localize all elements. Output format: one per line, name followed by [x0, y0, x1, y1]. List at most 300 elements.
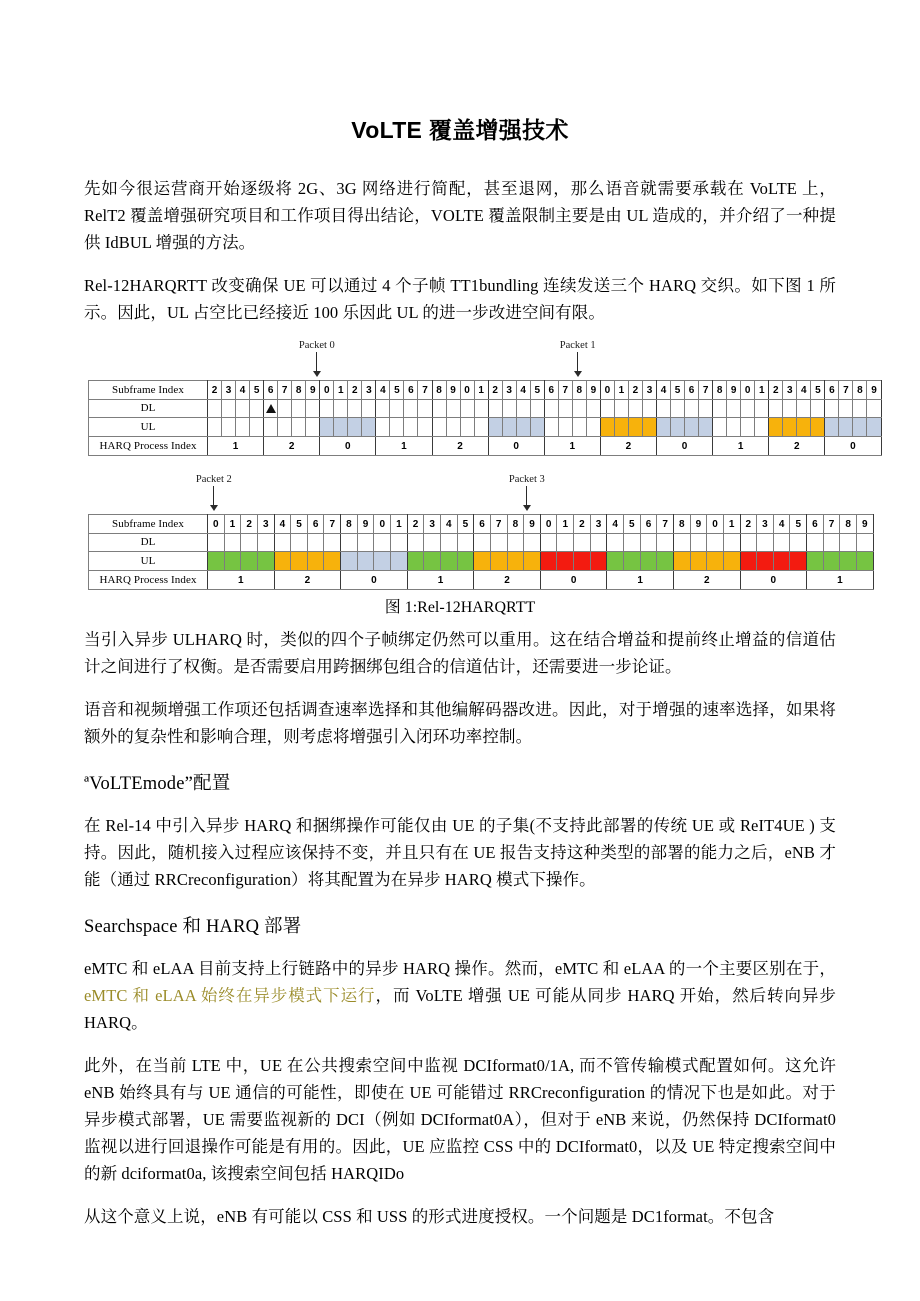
ul-cell-white — [446, 418, 460, 437]
dl-cell — [530, 400, 544, 418]
ul-cell-green — [407, 552, 424, 571]
figure-caption: 图 1:Rel-12HARQRTT — [384, 599, 536, 616]
paragraph-6-part-a: eMTC 和 eLAA 目前支持上行链路中的异步 HARQ 操作。然而，eMTC 和 eLAA 的一个主要区别在于， — [84, 959, 836, 978]
subframe-index-cell: 3 — [757, 515, 774, 534]
harq-table — [88, 514, 874, 590]
section-heading-searchspace: Searchspace 和 HARQ 部署 — [84, 917, 302, 937]
dl-cell — [488, 400, 502, 418]
dl-cell — [278, 400, 292, 418]
subframe-index-cell: 0 — [707, 515, 724, 534]
ul-cell-red — [740, 552, 757, 571]
ul-cell-blue — [357, 552, 374, 571]
dl-cell — [773, 534, 790, 552]
dl-cell — [586, 400, 600, 418]
subframe-index-cell: 2 — [488, 381, 502, 400]
subframe-index-cell: 8 — [840, 515, 857, 534]
dl-cell — [607, 534, 624, 552]
dl-cell — [274, 534, 291, 552]
dl-cell — [291, 534, 308, 552]
subframe-index-cell: 7 — [558, 381, 572, 400]
packet-marker-label: Packet 0 — [298, 340, 335, 351]
harq-process-group-cell: 1 — [544, 437, 600, 456]
ul-cell-orange — [642, 418, 656, 437]
harq-process-group-cell: 1 — [208, 437, 264, 456]
row-label-harq-process-index: HARQ Process Index — [89, 571, 208, 590]
ul-cell-orange — [600, 418, 614, 437]
ul-cell-blue — [685, 418, 699, 437]
ul-cell-red — [557, 552, 574, 571]
packet-marker — [272, 340, 362, 372]
harq-process-group-cell: 1 — [607, 571, 674, 590]
dl-cell — [640, 534, 657, 552]
ul-cell-green — [607, 552, 624, 571]
harq-process-group-cell: 2 — [673, 571, 740, 590]
ul-cell-orange — [811, 418, 825, 437]
subframe-index-cell: 0 — [208, 515, 225, 534]
harq-process-group-cell: 1 — [407, 571, 474, 590]
dl-cell — [853, 400, 867, 418]
row-label-ul: UL — [89, 418, 208, 437]
harq-chart-2 — [88, 474, 868, 590]
ul-cell-orange — [490, 552, 507, 571]
harq-process-group-cell: 0 — [488, 437, 544, 456]
dl-cell — [460, 400, 474, 418]
ul-cell-white — [222, 418, 236, 437]
subframe-index-cell: 2 — [208, 381, 222, 400]
subframe-index-cell: 7 — [657, 515, 674, 534]
dl-cell — [474, 400, 488, 418]
dl-cell — [840, 534, 857, 552]
harq-process-group-cell: 2 — [264, 437, 320, 456]
dl-cell — [236, 400, 250, 418]
dl-cell — [811, 400, 825, 418]
ul-cell-green — [657, 552, 674, 571]
subframe-index-cell: 4 — [607, 515, 624, 534]
dl-cell — [507, 534, 524, 552]
subframe-index-cell: 7 — [324, 515, 341, 534]
ul-cell-orange — [783, 418, 797, 437]
dl-cell — [797, 400, 811, 418]
dl-cell — [557, 534, 574, 552]
subframe-index-cell: 2 — [241, 515, 258, 534]
subframe-index-cell: 6 — [264, 381, 278, 400]
dl-cell — [524, 534, 541, 552]
packet-marker-label: Packet 2 — [195, 474, 232, 485]
dl-cell — [341, 534, 358, 552]
packet-marker — [533, 340, 623, 372]
ul-cell-red — [590, 552, 607, 571]
ul-cell-white — [404, 418, 418, 437]
dl-cell — [376, 400, 390, 418]
ul-cell-green — [807, 552, 824, 571]
harq-process-group-cell: 2 — [474, 571, 541, 590]
dl-cell — [404, 400, 418, 418]
ul-cell-green — [640, 552, 657, 571]
subframe-index-cell: 6 — [404, 381, 418, 400]
dl-cell — [292, 400, 306, 418]
paragraph-6 — [84, 955, 836, 1036]
ul-cell-blue — [516, 418, 530, 437]
page-title-cjk: 覆盖增强技术 — [428, 117, 569, 143]
subframe-index-cell: 2 — [574, 515, 591, 534]
ul-cell-blue — [671, 418, 685, 437]
paragraph-3: 当引入异步 ULHARQ 时，类似的四个子帧绑定仍然可以重用。这在结合增益和提前终止增益的信道估计之间进行了权衡。是否需要启用跨捆绑包组合的信道估计，还需要进一步论证。 — [84, 630, 836, 676]
ul-cell-red — [540, 552, 557, 571]
ul-cell-green — [457, 552, 474, 571]
ul-cell-orange — [274, 552, 291, 571]
ul-cell-orange — [507, 552, 524, 571]
ul-cell-orange — [291, 552, 308, 571]
chart2-packet-markers — [88, 474, 832, 514]
subframe-index-cell: 1 — [474, 381, 488, 400]
dl-cell — [741, 400, 755, 418]
dl-cell — [825, 400, 839, 418]
ul-cell-orange — [474, 552, 491, 571]
harq-chart-1 — [88, 340, 877, 456]
dl-cell — [440, 534, 457, 552]
subframe-index-cell: 8 — [673, 515, 690, 534]
dl-cell — [264, 400, 278, 418]
dl-cell — [357, 534, 374, 552]
subframe-index-cell: 5 — [250, 381, 264, 400]
dl-cell — [769, 400, 783, 418]
subframe-index-cell: 7 — [418, 381, 432, 400]
subframe-index-cell: 1 — [755, 381, 769, 400]
dl-cell — [867, 400, 881, 418]
table-row-ul — [89, 552, 874, 571]
row-label-dl: DL — [89, 534, 208, 552]
subframe-index-cell: 1 — [334, 381, 348, 400]
subframe-index-cell: 7 — [823, 515, 840, 534]
subframe-index-cell: 0 — [460, 381, 474, 400]
dl-cell — [823, 534, 840, 552]
subframe-index-cell: 9 — [690, 515, 707, 534]
harq-process-group-cell: 1 — [376, 437, 432, 456]
ul-cell-blue — [657, 418, 671, 437]
dl-cell — [807, 534, 824, 552]
dl-cell — [614, 400, 628, 418]
ul-cell-red — [574, 552, 591, 571]
dl-cell — [856, 534, 873, 552]
subframe-index-cell: 1 — [224, 515, 241, 534]
dl-cell — [324, 534, 341, 552]
ul-cell-blue — [502, 418, 516, 437]
dl-cell — [334, 400, 348, 418]
table-row-harq-process-index — [89, 571, 874, 590]
ul-cell-orange — [707, 552, 724, 571]
dl-cell — [490, 534, 507, 552]
subframe-index-cell: 3 — [424, 515, 441, 534]
dl-cell — [320, 400, 334, 418]
harq-process-group-cell: 1 — [208, 571, 275, 590]
dl-cell — [306, 400, 320, 418]
subframe-index-cell: 6 — [474, 515, 491, 534]
row-label-harq-process-index: HARQ Process Index — [89, 437, 208, 456]
packet-marker — [482, 474, 572, 506]
subframe-index-cell: 8 — [432, 381, 446, 400]
subframe-index-cell: 3 — [502, 381, 516, 400]
subframe-index-cell: 7 — [699, 381, 713, 400]
ul-cell-white — [208, 418, 222, 437]
dl-cell — [707, 534, 724, 552]
chart1-packet-markers — [88, 340, 832, 380]
ul-cell-white — [292, 418, 306, 437]
subframe-index-cell: 2 — [348, 381, 362, 400]
dl-trigger-triangle-icon — [266, 404, 276, 413]
subframe-index-cell: 4 — [236, 381, 250, 400]
subframe-index-cell: 4 — [797, 381, 811, 400]
row-label-subframe-index: Subframe Index — [89, 381, 208, 400]
ul-cell-white — [713, 418, 727, 437]
paragraph-6-part-b: ，而 VoLTE 增强 UE 可能从同步 HARQ 开始，然后转向异步 HARQ。 — [84, 986, 836, 1032]
dl-cell — [673, 534, 690, 552]
dl-cell — [685, 400, 699, 418]
dl-cell — [642, 400, 656, 418]
subframe-index-cell: 8 — [341, 515, 358, 534]
subframe-index-cell: 3 — [590, 515, 607, 534]
dl-cell — [544, 400, 558, 418]
ul-cell-orange — [307, 552, 324, 571]
dl-cell — [727, 400, 741, 418]
packet-arrow-icon — [577, 352, 578, 372]
dl-cell — [424, 534, 441, 552]
subframe-index-cell: 5 — [457, 515, 474, 534]
ul-cell-green — [257, 552, 274, 571]
subframe-index-cell: 7 — [278, 381, 292, 400]
dl-cell — [241, 534, 258, 552]
subframe-index-cell: 1 — [391, 515, 408, 534]
dl-cell — [407, 534, 424, 552]
dl-cell — [307, 534, 324, 552]
dl-cell — [839, 400, 853, 418]
row-label-dl: DL — [89, 400, 208, 418]
page-title — [84, 0, 836, 145]
dl-cell — [208, 400, 222, 418]
ul-cell-white — [586, 418, 600, 437]
subframe-index-cell: 3 — [362, 381, 376, 400]
dl-cell — [502, 400, 516, 418]
ul-cell-green — [241, 552, 258, 571]
ul-cell-blue — [374, 552, 391, 571]
dl-cell — [391, 534, 408, 552]
ul-cell-blue — [334, 418, 348, 437]
harq-process-group-cell: 0 — [341, 571, 408, 590]
harq-process-group-cell: 0 — [740, 571, 807, 590]
harq-process-group-cell: 0 — [825, 437, 881, 456]
dl-cell — [790, 534, 807, 552]
subframe-index-cell: 4 — [657, 381, 671, 400]
subframe-index-cell: 8 — [292, 381, 306, 400]
ul-cell-green — [856, 552, 873, 571]
dl-cell — [224, 534, 241, 552]
subframe-index-cell: 5 — [530, 381, 544, 400]
ul-cell-white — [755, 418, 769, 437]
row-label-subframe-index: Subframe Index — [89, 515, 208, 534]
harq-process-group-cell: 2 — [274, 571, 341, 590]
ul-cell-white — [460, 418, 474, 437]
harq-process-group-cell: 0 — [657, 437, 713, 456]
subframe-index-cell: 2 — [407, 515, 424, 534]
dl-cell — [657, 534, 674, 552]
subframe-index-cell: 4 — [440, 515, 457, 534]
paragraph-7: 此外，在当前 LTE 中，UE 在公共搜索空间中监视 DCIformat0/1A, 而不管传输模式配置如何。这允许 eNB 始终具有与 UE 通信的可能性，即使在 UE 可能错过 RRCreconfiguration 的情况下也是如此。对于异步模式部署，UE 需要监视新的 DCI（例如 DCIformat0A），但对于 eNB 来说，仍然保持 DCIformat0 监视以进行回退操作可能是有用的。因此，UE 应监控 CSS 中的 DCIformat0，以及 UE 特定搜索空间中的新 dciformat0a, 该搜索空间包括 HARQIDo — [84, 1056, 836, 1183]
ul-cell-white — [544, 418, 558, 437]
ul-cell-orange — [723, 552, 740, 571]
table-row-dl — [89, 400, 882, 418]
packet-arrow-icon — [526, 486, 527, 506]
harq-process-group-cell: 1 — [713, 437, 769, 456]
subframe-index-cell: 3 — [642, 381, 656, 400]
subframe-index-cell: 8 — [853, 381, 867, 400]
ul-cell-white — [418, 418, 432, 437]
subframe-index-cell: 8 — [713, 381, 727, 400]
ul-cell-orange — [628, 418, 642, 437]
subframe-index-cell: 0 — [600, 381, 614, 400]
document-content — [84, 0, 877, 1230]
ul-cell-white — [727, 418, 741, 437]
dl-cell — [348, 400, 362, 418]
dl-cell — [723, 534, 740, 552]
subframe-index-cell: 6 — [307, 515, 324, 534]
ul-cell-blue — [488, 418, 502, 437]
dl-cell — [558, 400, 572, 418]
table-row-subframe-index — [89, 381, 882, 400]
subframe-index-cell: 4 — [516, 381, 530, 400]
ul-cell-blue — [341, 552, 358, 571]
table-row-ul — [89, 418, 882, 437]
harq-process-group-cell: 1 — [807, 571, 874, 590]
ul-cell-white — [278, 418, 292, 437]
subframe-index-cell: 6 — [807, 515, 824, 534]
figure-1 — [84, 340, 877, 620]
subframe-index-cell: 5 — [390, 381, 404, 400]
dl-cell — [418, 400, 432, 418]
dl-cell — [208, 534, 225, 552]
packet-arrow-icon — [316, 352, 317, 372]
ul-cell-green — [823, 552, 840, 571]
dl-cell — [362, 400, 376, 418]
page-title-latin: VoLTE — [351, 117, 429, 143]
dl-cell — [257, 534, 274, 552]
dl-cell — [250, 400, 264, 418]
ul-cell-orange — [324, 552, 341, 571]
ul-cell-white — [306, 418, 320, 437]
packet-marker-label: Packet 1 — [559, 340, 596, 351]
subframe-index-cell: 5 — [291, 515, 308, 534]
harq-table — [88, 380, 882, 456]
subframe-index-cell: 5 — [790, 515, 807, 534]
subframe-index-cell: 8 — [572, 381, 586, 400]
dl-cell — [757, 534, 774, 552]
dl-cell — [446, 400, 460, 418]
dl-cell — [516, 400, 530, 418]
dl-cell — [657, 400, 671, 418]
subframe-index-cell: 1 — [614, 381, 628, 400]
dl-cell — [432, 400, 446, 418]
subframe-index-cell: 5 — [671, 381, 685, 400]
paragraph-4: 语音和视频增强工作项还包括调查速率选择和其他编解码器改进。因此，对于增强的速率选择，如果将额外的复杂性和影响合理，则考虑将增强引入闭环功率控制。 — [84, 700, 836, 746]
dl-cell — [624, 534, 641, 552]
table-row-harq-process-index — [89, 437, 882, 456]
ul-cell-green — [224, 552, 241, 571]
dl-cell — [740, 534, 757, 552]
dl-cell — [590, 534, 607, 552]
subframe-index-cell: 2 — [769, 381, 783, 400]
ul-cell-blue — [391, 552, 408, 571]
subframe-index-cell: 9 — [357, 515, 374, 534]
ul-cell-white — [250, 418, 264, 437]
harq-process-group-cell: 2 — [600, 437, 656, 456]
ul-cell-blue — [530, 418, 544, 437]
ul-cell-blue — [839, 418, 853, 437]
subframe-index-cell: 3 — [222, 381, 236, 400]
subframe-index-cell: 5 — [624, 515, 641, 534]
dl-cell — [390, 400, 404, 418]
subframe-index-cell: 9 — [856, 515, 873, 534]
subframe-index-cell: 9 — [727, 381, 741, 400]
ul-cell-orange — [769, 418, 783, 437]
ul-cell-green — [424, 552, 441, 571]
ul-cell-blue — [867, 418, 881, 437]
subframe-index-cell: 9 — [586, 381, 600, 400]
subframe-index-cell: 8 — [507, 515, 524, 534]
paragraph-5: 在 Rel-14 中引入异步 HARQ 和捆绑操作可能仅由 UE 的子集(不支持此部署的传统 UE 或 ReIT4UE ) 支持。因此，随机接入过程应该保持不变，并且只有在 UE 报告支持这种类型的部署的能力之后，eNB 才能（通过 RRCreconfiguration）将其配置为在异步 HARQ 模式下操作。 — [84, 816, 836, 889]
ul-cell-white — [390, 418, 404, 437]
subframe-index-cell: 6 — [685, 381, 699, 400]
subframe-index-cell: 0 — [741, 381, 755, 400]
ul-cell-white — [474, 418, 488, 437]
packet-arrow-icon — [213, 486, 214, 506]
paragraph-8: 从这个意义上说，eNB 有可能以 CSS 和 USS 的形式进度授权。一个问题是 DC1format。不包含 — [84, 1207, 775, 1226]
subframe-index-cell: 6 — [640, 515, 657, 534]
dl-cell — [457, 534, 474, 552]
ul-cell-blue — [362, 418, 376, 437]
subframe-index-cell: 7 — [490, 515, 507, 534]
ul-cell-white — [558, 418, 572, 437]
ul-cell-white — [236, 418, 250, 437]
subframe-index-cell: 4 — [773, 515, 790, 534]
ul-cell-white — [432, 418, 446, 437]
ul-cell-white — [376, 418, 390, 437]
ul-cell-orange — [614, 418, 628, 437]
subframe-index-cell: 1 — [557, 515, 574, 534]
subframe-index-cell: 2 — [740, 515, 757, 534]
subframe-index-cell: 2 — [628, 381, 642, 400]
subframe-index-cell: 7 — [839, 381, 853, 400]
ul-cell-orange — [673, 552, 690, 571]
dl-cell — [600, 400, 614, 418]
ul-cell-blue — [825, 418, 839, 437]
ul-cell-green — [440, 552, 457, 571]
dl-cell — [474, 534, 491, 552]
row-label-ul: UL — [89, 552, 208, 571]
subframe-index-cell: 0 — [374, 515, 391, 534]
subframe-index-cell: 3 — [783, 381, 797, 400]
table-row-subframe-index — [89, 515, 874, 534]
paragraph-1: 先如今很运营商开始逐级将 2G、3G 网络进行简配，甚至退网，那么语音就需要承载在 VoLTE 上，RelT2 覆盖增强研究项目和工作项目得出结论，VOLTE 覆盖限制主要是由 UL 造成的，并介绍了一种提供 IdBUL 增强的方法。 — [84, 179, 836, 252]
paragraph-6-highlight: eMTC 和 eLAA 始终在异步模式下运行 — [84, 986, 376, 1005]
dl-cell — [374, 534, 391, 552]
ul-cell-white — [572, 418, 586, 437]
subframe-index-cell: 0 — [540, 515, 557, 534]
dl-cell — [574, 534, 591, 552]
packet-marker — [169, 474, 259, 506]
ul-cell-red — [773, 552, 790, 571]
ul-cell-white — [741, 418, 755, 437]
paragraph-2: Rel-12HARQRTT 改变确保 UE 可以通过 4 个子帧 TT1bundling 连续发送三个 HARQ 交织。如下图 1 所示。因此，UL 占空比已经接近 100 乐因此 UL 的进一步改进空间有限。 — [84, 276, 836, 322]
ul-cell-orange — [797, 418, 811, 437]
subframe-index-cell: 1 — [723, 515, 740, 534]
